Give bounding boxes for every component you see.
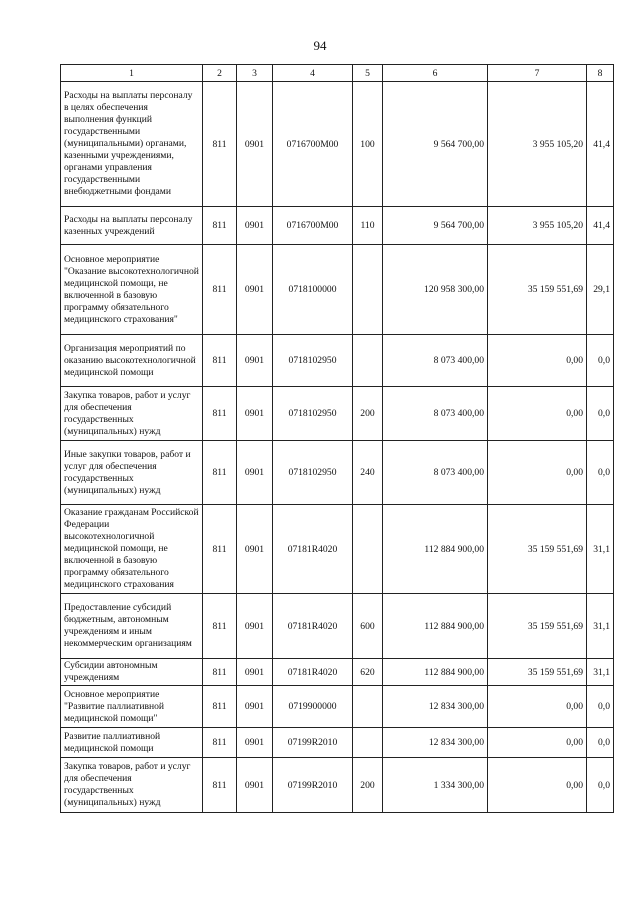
section-code: 0901 xyxy=(237,245,273,335)
execution-percent: 41,4 xyxy=(587,207,614,245)
execution-percent: 0,0 xyxy=(587,728,614,758)
target-article-code: 0716700М00 xyxy=(273,207,353,245)
execution-percent: 0,0 xyxy=(587,758,614,813)
plan-amount: 12 834 300,00 xyxy=(383,686,488,728)
fact-amount: 3 955 105,20 xyxy=(488,82,587,207)
ved-code: 811 xyxy=(203,207,237,245)
plan-amount: 112 884 900,00 xyxy=(383,659,488,686)
target-article-code: 07199R2010 xyxy=(273,728,353,758)
table-row xyxy=(61,758,614,813)
column-header: 2 xyxy=(203,65,237,82)
expense-type-code: 600 xyxy=(353,594,383,659)
budget-table xyxy=(60,64,614,813)
expense-type-code: 100 xyxy=(353,82,383,207)
ved-code: 811 xyxy=(203,659,237,686)
plan-amount: 112 884 900,00 xyxy=(383,594,488,659)
target-article-code: 0719900000 xyxy=(273,686,353,728)
target-article-code: 0718102950 xyxy=(273,335,353,387)
execution-percent: 29,1 xyxy=(587,245,614,335)
ved-code: 811 xyxy=(203,758,237,813)
target-article-code: 07181R4020 xyxy=(273,505,353,594)
expense-type-code xyxy=(353,728,383,758)
expense-type-code xyxy=(353,686,383,728)
ved-code: 811 xyxy=(203,505,237,594)
table-row xyxy=(61,335,614,387)
page-number: 94 xyxy=(313,38,327,53)
execution-percent: 0,0 xyxy=(587,441,614,505)
plan-amount: 8 073 400,00 xyxy=(383,335,488,387)
row-name: Иные закупки товаров, работ и услуг для обеспечения государственных (муниципальных) нужд xyxy=(61,441,203,505)
section-code: 0901 xyxy=(237,207,273,245)
plan-amount: 1 334 300,00 xyxy=(383,758,488,813)
section-code: 0901 xyxy=(237,387,273,441)
row-name: Развитие паллиативной медицинской помощи xyxy=(61,728,203,758)
fact-amount: 35 159 551,69 xyxy=(488,505,587,594)
expense-type-code: 110 xyxy=(353,207,383,245)
execution-percent: 41,4 xyxy=(587,82,614,207)
fact-amount: 35 159 551,69 xyxy=(488,594,587,659)
plan-amount: 9 564 700,00 xyxy=(383,82,488,207)
execution-percent: 31,1 xyxy=(587,659,614,686)
column-header: 8 xyxy=(587,65,614,82)
row-name: Закупка товаров, работ и услуг для обеспечения государственных (муниципальных) нужд xyxy=(61,758,203,813)
plan-amount: 120 958 300,00 xyxy=(383,245,488,335)
column-header: 4 xyxy=(273,65,353,82)
table-row xyxy=(61,505,614,594)
table-row xyxy=(61,441,614,505)
target-article-code: 0716700М00 xyxy=(273,82,353,207)
execution-percent: 0,0 xyxy=(587,387,614,441)
table-row xyxy=(61,207,614,245)
section-code: 0901 xyxy=(237,335,273,387)
section-code: 0901 xyxy=(237,659,273,686)
section-code: 0901 xyxy=(237,594,273,659)
fact-amount: 0,00 xyxy=(488,728,587,758)
target-article-code: 07181R4020 xyxy=(273,594,353,659)
target-article-code: 07199R2010 xyxy=(273,758,353,813)
table-row xyxy=(61,245,614,335)
ved-code: 811 xyxy=(203,82,237,207)
ved-code: 811 xyxy=(203,728,237,758)
expense-type-code xyxy=(353,505,383,594)
target-article-code: 07181R4020 xyxy=(273,659,353,686)
section-code: 0901 xyxy=(237,82,273,207)
expense-type-code xyxy=(353,245,383,335)
execution-percent: 0,0 xyxy=(587,686,614,728)
execution-percent: 31,1 xyxy=(587,505,614,594)
row-name: Расходы на выплаты персоналу казенных учреждений xyxy=(61,207,203,245)
expense-type-code: 620 xyxy=(353,659,383,686)
ved-code: 811 xyxy=(203,686,237,728)
plan-amount: 9 564 700,00 xyxy=(383,207,488,245)
expense-type-code: 200 xyxy=(353,758,383,813)
row-name: Организация мероприятий по оказанию высокотехнологичной медицинской помощи xyxy=(61,335,203,387)
fact-amount: 0,00 xyxy=(488,758,587,813)
row-name: Оказание гражданам Российской Федерации высокотехнологичной медицинской помощи, не включенной в базовую программу обязательного медицинского страхования xyxy=(61,505,203,594)
row-name: Расходы на выплаты персоналу в целях обеспечения выполнения функций государственными (муниципальными) органами, казенными учреждениями, органами управления государственными внебюджетными фондами xyxy=(61,82,203,207)
plan-amount: 112 884 900,00 xyxy=(383,505,488,594)
row-name: Предоставление субсидий бюджетным, автономным учреждениям и иным некоммерческим организациям xyxy=(61,594,203,659)
section-code: 0901 xyxy=(237,728,273,758)
table-row xyxy=(61,594,614,659)
row-name: Основное мероприятие "Развитие паллиативной медицинской помощи" xyxy=(61,686,203,728)
table-row xyxy=(61,659,614,686)
table-row xyxy=(61,387,614,441)
fact-amount: 35 159 551,69 xyxy=(488,245,587,335)
table-row xyxy=(61,728,614,758)
column-header: 7 xyxy=(488,65,587,82)
section-code: 0901 xyxy=(237,441,273,505)
column-header: 1 xyxy=(61,65,203,82)
section-code: 0901 xyxy=(237,758,273,813)
plan-amount: 12 834 300,00 xyxy=(383,728,488,758)
plan-amount: 8 073 400,00 xyxy=(383,387,488,441)
target-article-code: 0718102950 xyxy=(273,387,353,441)
fact-amount: 0,00 xyxy=(488,441,587,505)
column-header: 3 xyxy=(237,65,273,82)
ved-code: 811 xyxy=(203,387,237,441)
column-header: 6 xyxy=(383,65,488,82)
expense-type-code: 200 xyxy=(353,387,383,441)
fact-amount: 0,00 xyxy=(488,387,587,441)
table-row xyxy=(61,82,614,207)
ved-code: 811 xyxy=(203,335,237,387)
ved-code: 811 xyxy=(203,441,237,505)
ved-code: 811 xyxy=(203,594,237,659)
fact-amount: 0,00 xyxy=(488,686,587,728)
table-row xyxy=(61,686,614,728)
fact-amount: 35 159 551,69 xyxy=(488,659,587,686)
row-name: Основное мероприятие "Оказание высокотехнологичной медицинской помощи, не включенной в базовую программу обязательного медицинского страхования" xyxy=(61,245,203,335)
row-name: Закупка товаров, работ и услуг для обеспечения государственных (муниципальных) нужд xyxy=(61,387,203,441)
target-article-code: 0718100000 xyxy=(273,245,353,335)
section-code: 0901 xyxy=(237,686,273,728)
ved-code: 811 xyxy=(203,245,237,335)
target-article-code: 0718102950 xyxy=(273,441,353,505)
column-header: 5 xyxy=(353,65,383,82)
fact-amount: 0,00 xyxy=(488,335,587,387)
execution-percent: 0,0 xyxy=(587,335,614,387)
expense-type-code xyxy=(353,335,383,387)
column-header-row xyxy=(61,65,614,82)
execution-percent: 31,1 xyxy=(587,594,614,659)
row-name: Субсидии автономным учреждениям xyxy=(61,659,203,686)
fact-amount: 3 955 105,20 xyxy=(488,207,587,245)
plan-amount: 8 073 400,00 xyxy=(383,441,488,505)
section-code: 0901 xyxy=(237,505,273,594)
expense-type-code: 240 xyxy=(353,441,383,505)
